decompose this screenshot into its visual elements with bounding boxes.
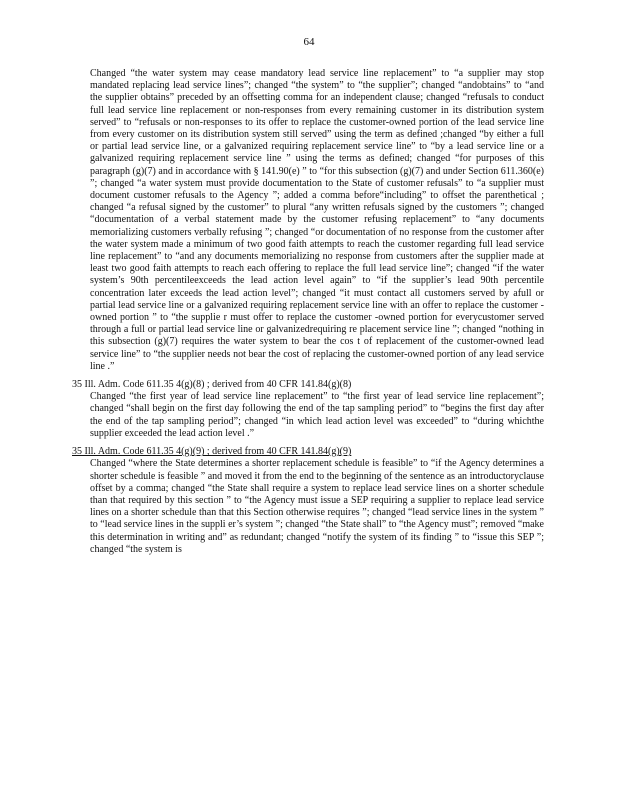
document-body — [72, 68, 544, 556]
citation-text: 35 Ill. Adm. Code 611.35 4(g)(9) ; derived from 40 CFR 141.84(g)(9) — [72, 446, 352, 458]
citation-text: 35 Ill. Adm. Code 611.35 4(g)(8) ; derived from 40 CFR 141.84(g)(8) — [72, 379, 352, 391]
entry-text: Changed “the water system may cease mandatory lead service line replacement” to “a supplier may stop mandated replacing lead service lines”; changed “the system” to “the supplier”; changed “andobtains” to “and the supplier obtains” preceded by an offsetting comma for an independent clause; changed “refusals to conduct full lead service line replacement or non-responses from every remaining customer in its distribution system served” to “refusals or non-responses to its offer to replace the customer-owned portion of the lead service line from every customer on its distribution system still served” using the term as defined ;changed “by either a full or partial lead service line, or a galvanized requiring replacement service line” to “by a lead service line or a galvanized requiring replacement service line ” using the terms as defined; changed “for purposes of this paragraph (g)(7) and in accordance with § 141.90(e) ” to “for this subsection (g)(7) and under Section 611.360(e) ”; changed “a water system must provide documentation to the State of customer refusals” to “a supplier must document customer refusals to the Agency ”; added a comma before“including” to offset the parenthetical ; changed “a refusal signed by the customer” to plural “any written refusals signed by the customers ”; changed “documentation of a verbal statement made by the customer refusing replacement” to “any documents memorializing customers verbally refusing ”; changed “or documentation of no response from the customer after the water system made a minimum of two good faith attempts to reach the customer regarding full lead service line replacement” to “and any documents memorializing no response from customers after the supplier made at least two good faith attempts to reach each offering to replace the full lead service line”; changed “if the water system’s 90th percentileexceeds the lead action level again” to “if the supplier’s lead 90th percentile concentration later exceeds the lead action level”; changed “it must contact all customers served by afull or partial lead service line or a galvanized requiring replacement service line with an offer to replace the customer -owned portion ” to “the supplie r must offer to replace the customer -owned portion for everycustomer served through a full or partial lead service line or galvanizedrequiring re placement service line ”; changed “nothing in this subsection (g)(7) requires the water system to bear the cos t of replacement of the customer-owned lead service line” to “the supplier needs not bear the cost of replacing the customer-owned portion of any lead service line .” — [90, 68, 544, 372]
page-number: 64 — [303, 36, 315, 48]
entry-text: Changed “the first year of lead service line replacement” to “the first year of lead service line replacement”; changed “shall begin on the first day following the end of the tap sampling period” to “begins the first day after the end of the tap sampling period”; changed “in which lead action level was exceeded” to “during whichthe supplier exceeded the lead action level .” — [90, 391, 544, 439]
citation-heading — [72, 446, 544, 458]
entry-text: Changed “where the State determines a shorter replacement schedule is feasible” to “if the Agency determines a shorter schedule is feasible ” and moved it from the end to the beginning of the sentence as an introductoryclause offset by a comma; changed “the State shall require a system to replace lead service lines on a shorter schedule than that required by this section ” to “the Agency must issue a SEP requiring a supplier to replace lead service lines on a shorter schedule than that this Section otherwise requires ”; changed “lead service lines in the system ” to “lead service lines in the suppli er’s system ”; changed “the State shall” to “the Agency must”; removed “make this determination in writing and” as redundant; changed “notify the system of its finding ” to “issue this SEP ”; changed “the system is — [90, 458, 544, 555]
entry-2 — [72, 391, 544, 440]
entry-1 — [72, 68, 544, 373]
entry-3 — [72, 458, 544, 556]
citation-heading — [72, 379, 544, 391]
